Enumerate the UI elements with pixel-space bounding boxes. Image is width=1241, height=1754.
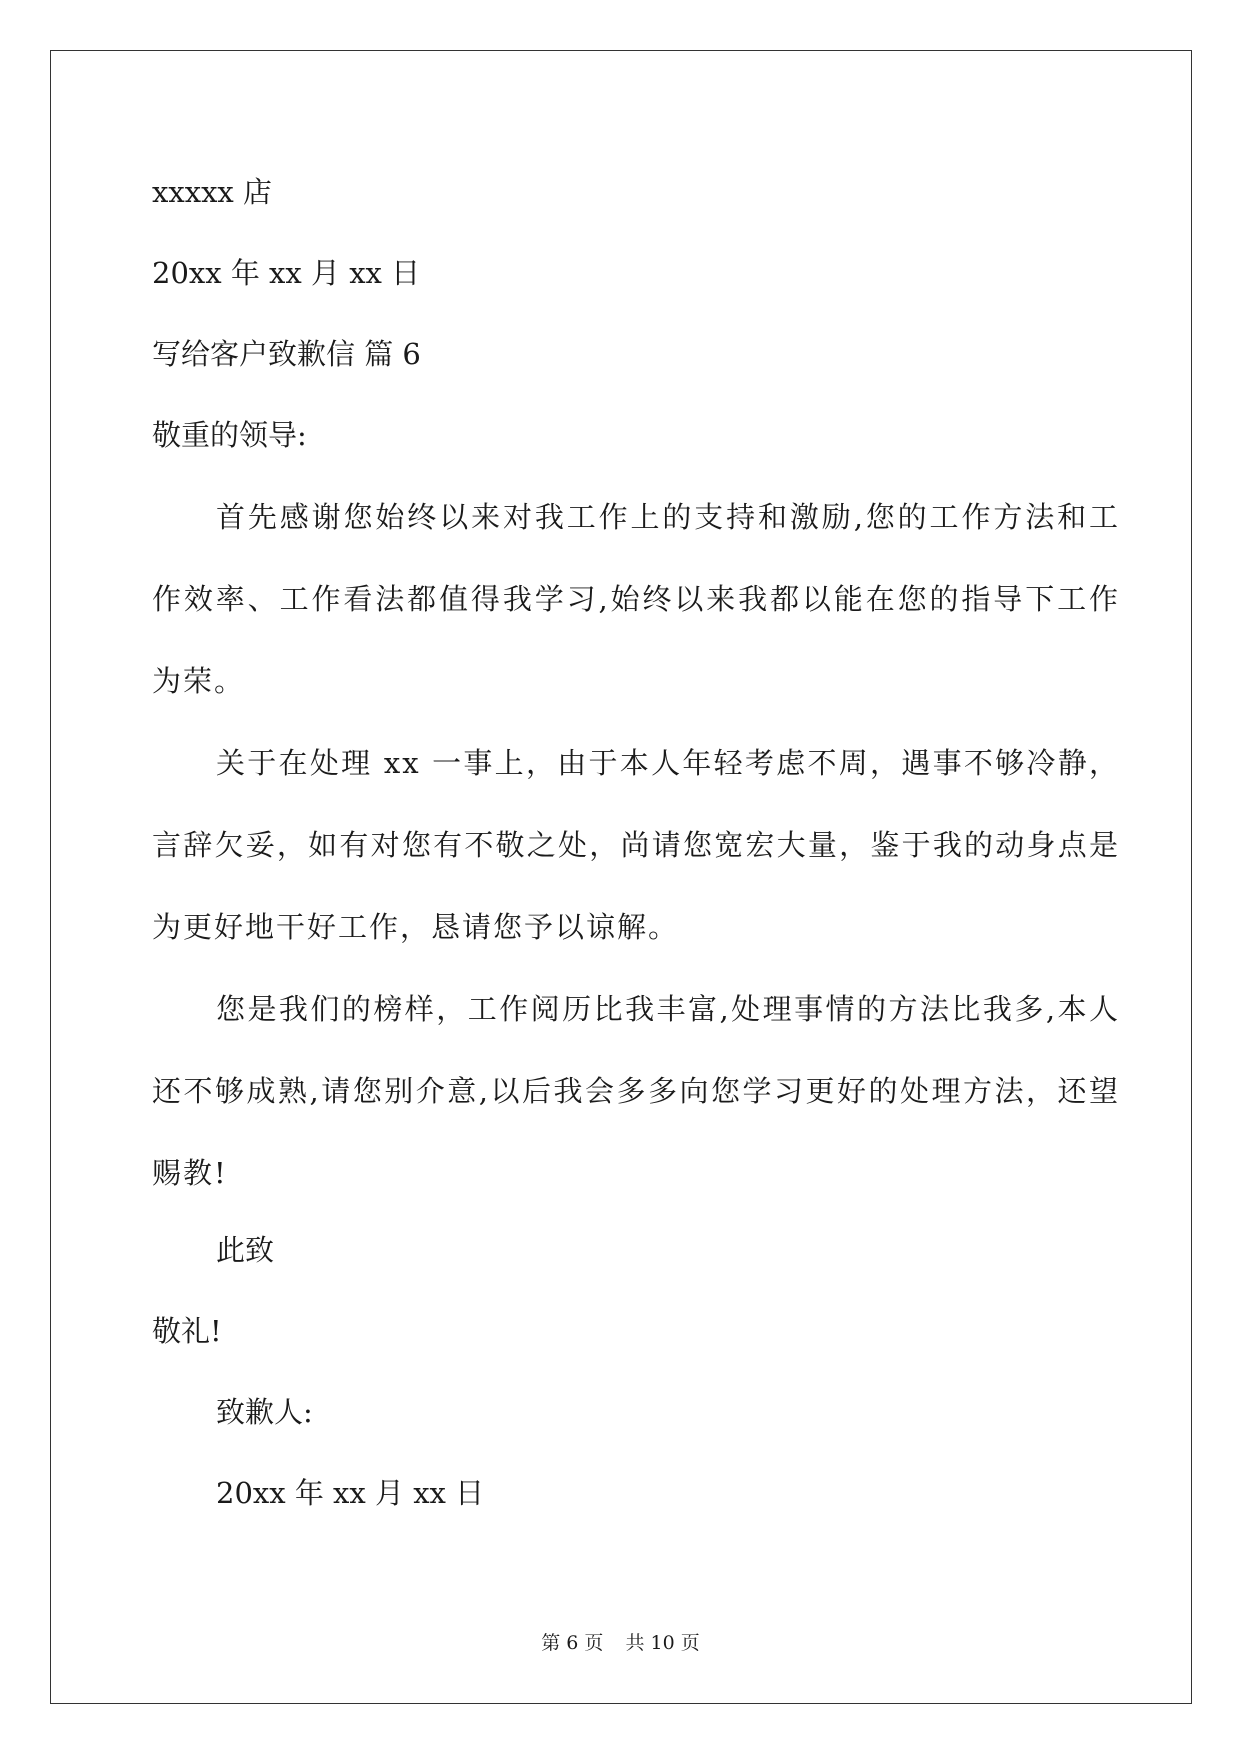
- closing-salute: 敬礼!: [152, 1314, 222, 1348]
- body-paragraph-2: 关于在处理 xx 一事上，由于本人年轻考虑不周，遇事不够冷静，言辞欠妥，如有对您有不敬之处，尚请您宽宏大量，鉴于我的动身点是为更好地干好工作，恳请您予以谅解。: [152, 746, 1120, 944]
- letter-title: 写给客户致歉信 篇 6: [152, 337, 421, 371]
- closing-regards: 此致: [216, 1233, 275, 1267]
- salutation: 敬重的领导:: [152, 418, 307, 452]
- body-paragraph-3: 您是我们的榜样，工作阅历比我丰富,处理事情的方法比我多,本人还不够成熟,请您别介意,以后我会多多向您学习更好的处理方法，还望赐教!: [152, 992, 1120, 1190]
- date-bottom: 20xx 年 xx 月 xx 日: [216, 1476, 485, 1510]
- date-top: 20xx 年 xx 月 xx 日: [152, 256, 421, 290]
- shop-sign: xxxxx 店: [152, 175, 272, 209]
- signature-label: 致歉人:: [216, 1395, 313, 1429]
- page-footer: [0, 1630, 1241, 1656]
- body-paragraph-1: 首先感谢您始终以来对我工作上的支持和激励,您的工作方法和工作效率、工作看法都值得我学习,始终以来我都以能在您的指导下工作为荣。: [152, 500, 1120, 698]
- page-total: 共 10 页: [625, 1632, 700, 1654]
- page-number: 第 6 页: [541, 1632, 604, 1654]
